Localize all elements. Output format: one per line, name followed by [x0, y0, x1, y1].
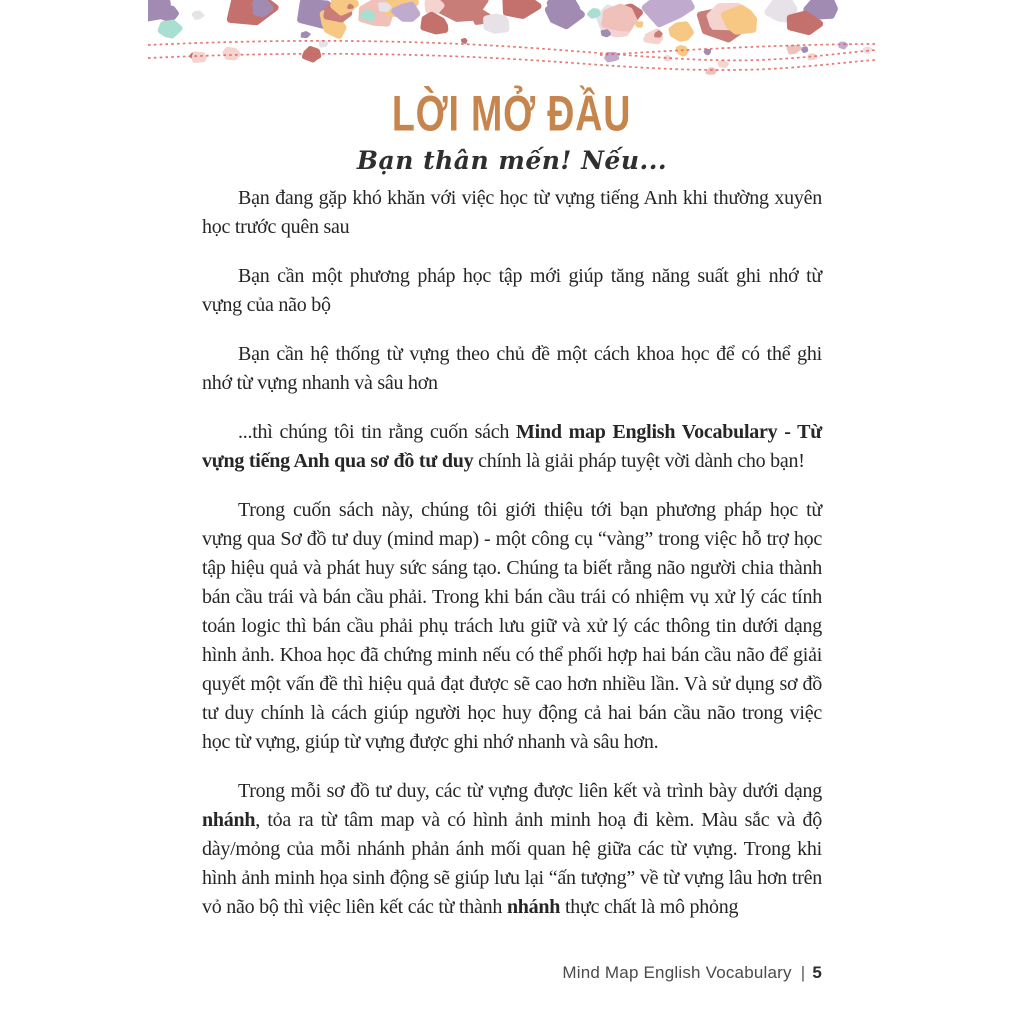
- text-segment: Trong mỗi sơ đồ tư duy, các từ vựng được liên kết và trình bày dưới dạng: [238, 780, 822, 802]
- text-segment: ...thì chúng tôi tin rằng cuốn sách: [238, 421, 517, 443]
- paragraph: [202, 418, 822, 476]
- terrazzo-decoration: [0, 0, 1024, 86]
- terrazzo-shapes: [144, 0, 872, 73]
- text-segment: Bạn cần hệ thống từ vựng theo chủ đề một cách khoa học để có thể ghi nhớ từ vựng nhanh và sâu hơn: [202, 343, 822, 394]
- bold-text-segment: nhánh: [506, 896, 561, 918]
- text-segment: thực chất là mô phỏng: [560, 896, 739, 918]
- footer-separator: |: [800, 963, 806, 982]
- footer-page-number: 5: [812, 963, 822, 982]
- paragraph: [202, 496, 822, 757]
- text-segment: chính là giải pháp tuyệt vời dành cho bạn!: [473, 450, 805, 472]
- body-paragraphs: [202, 184, 822, 942]
- page-footer: [202, 963, 822, 983]
- footer-book-title: Mind Map English Vocabulary: [562, 963, 792, 982]
- paragraph: [202, 262, 822, 320]
- paragraph: [202, 184, 822, 242]
- wavy-dotted-lines: [148, 41, 876, 70]
- text-segment: Bạn cần một phương pháp học tập mới giúp tăng năng suất ghi nhớ từ vựng của não bộ: [202, 265, 822, 316]
- text-segment: Trong cuốn sách này, chúng tôi giới thiệu tới bạn phương pháp học từ vựng qua Sơ đồ tư duy (mind map) - một công cụ “vàng” trong việc hỗ trợ học tập hiệu quả và phát huy sức sáng tạo. Chúng ta biết rằng não người chia thành bán cầu trái và bán cầu phải. Trong khi bán cầu trái có nhiệm vụ xử lý các tính toán logic thì bán cầu phải phụ trách lưu giữ và xử lý các thông tin dưới dạng hình ảnh. Khoa học đã chứng minh nếu có thể phối hợp hai bán cầu não để giải quyết một vấn đề thì hiệu quả đạt được sẽ cao hơn nhiều lần. Và sử dụng sơ đồ tư duy chính là cách giúp người học huy động cả hai bán cầu não trong việc học từ vựng, giúp từ vựng được ghi nhớ nhanh và sâu hơn.: [202, 499, 822, 753]
- page-subtitle: Bạn thân mến! Nếu...: [356, 146, 668, 175]
- bold-text-segment: Mind map English Vocabulary - Từ vựng tiếng Anh qua sơ đồ tư duy: [202, 421, 823, 472]
- text-segment: , tỏa ra từ tâm map và có hình ảnh minh hoạ đi kèm. Màu sắc và độ dày/mỏng của mỗi nhánh phản ánh mối quan hệ giữa các từ vựng. Trong khi hình ảnh minh họa sinh động sẽ giúp lưu lại “ấn tượng” về từ vựng lâu hơn trên vỏ não bộ thì việc liên kết các từ thành: [202, 809, 822, 918]
- paragraph: [202, 340, 822, 398]
- page-title: [0, 84, 1024, 142]
- text-segment: Bạn đang gặp khó khăn với việc học từ vựng tiếng Anh khi thường xuyên học trước quên sau: [202, 187, 822, 238]
- page-title-text: LỜI MỞ ĐẦU: [392, 85, 632, 142]
- bold-text-segment: nhánh: [202, 809, 256, 831]
- paragraph: [202, 777, 822, 922]
